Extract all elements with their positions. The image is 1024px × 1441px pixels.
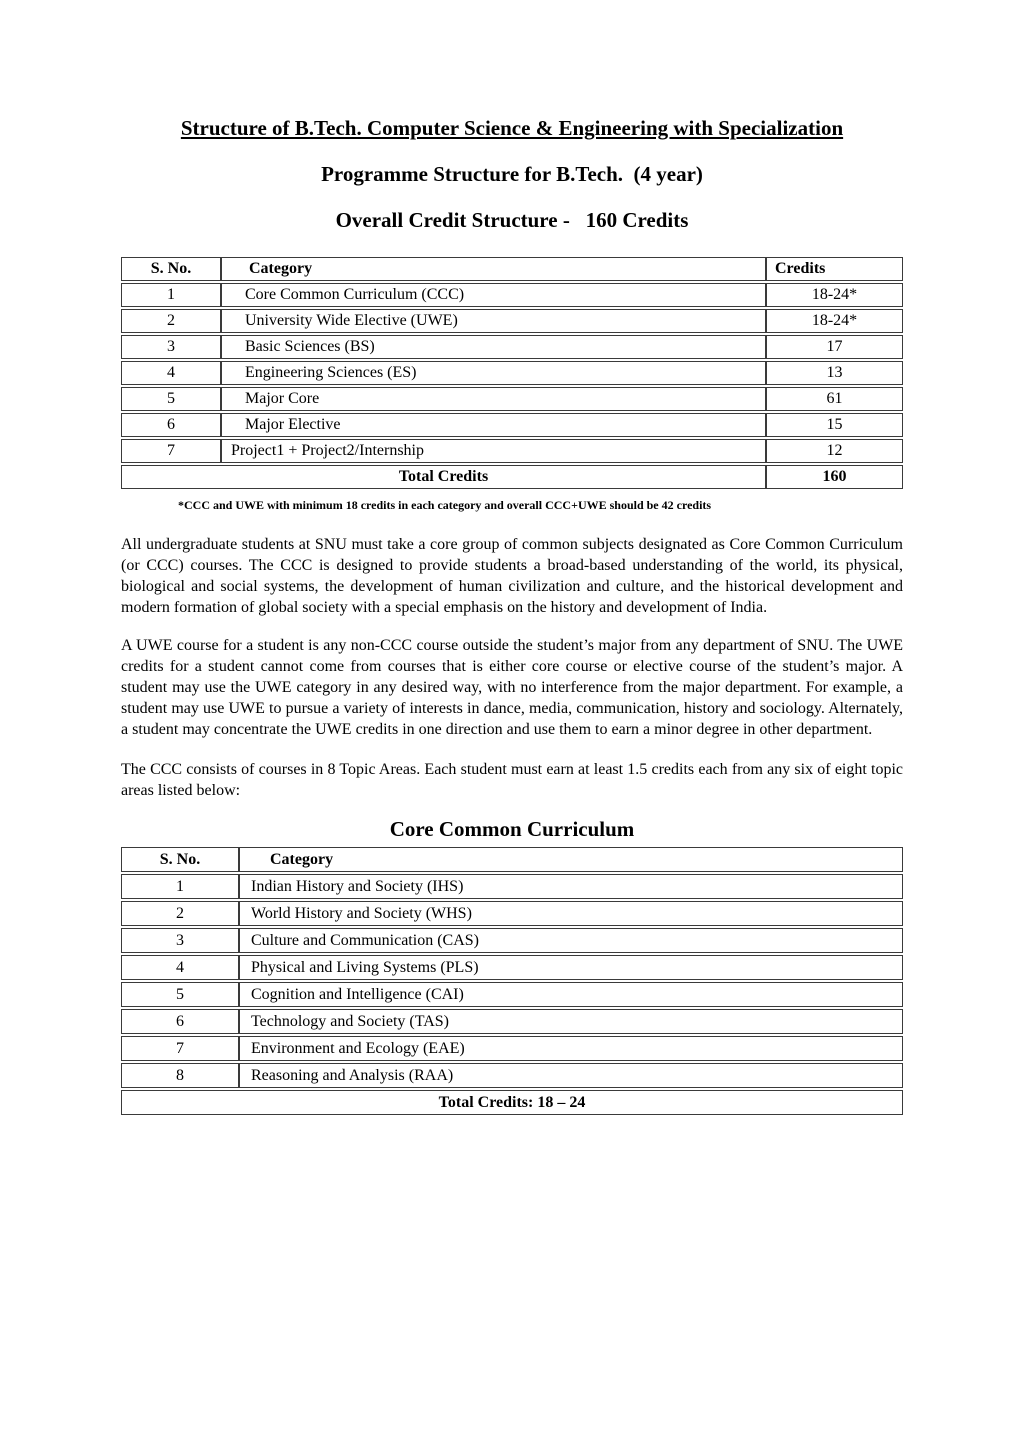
paragraph-ccc-intro: All undergraduate students at SNU must take a core group of common subjects designated as Core Common Curriculum (or CCC) courses. The CCC is designed to provide students a broad-based understanding of the world, its physical, biological and social systems, the development of human civilization and culture, and the historical development and modern formation of global society with a special emphasis on the history and development of India. (121, 536, 903, 616)
table-row (121, 361, 903, 385)
credits-cell: 12 (766, 439, 903, 463)
paragraph-uwe-rules: A UWE course for a student is any non-CCC course outside the student’s major from any department of SNU. The UWE credits for a student cannot come from courses that is either core course or elective course of the student’s major. A student may use the UWE category in any desired way, with no interference from the major department. For example, a student may use UWE to pursue a variety of interests in dance, media, communication, history and sociology. Alternately, a student may concentrate the UWE credits in one direction and use them to earn a minor degree in other department. (121, 637, 903, 738)
sno-cell: 4 (121, 361, 221, 385)
table-header-row (121, 257, 903, 281)
sno-cell: 6 (121, 413, 221, 437)
ccc-section-heading: Core Common Curriculum (389, 817, 635, 841)
header-cell-sno: S. No. (121, 847, 239, 872)
table-row (121, 982, 903, 1007)
table-row (121, 901, 903, 926)
category-cell: University Wide Elective (UWE) (221, 309, 766, 333)
sno-cell: 2 (121, 309, 221, 333)
table-row (121, 413, 903, 437)
total-value-cell: 160 (766, 465, 903, 489)
total-label-cell: Total Credits (121, 465, 766, 489)
header-cell-category: Category (221, 257, 766, 281)
total-row (121, 465, 903, 489)
total-row (121, 1090, 903, 1115)
credits-cell: 15 (766, 413, 903, 437)
sno-cell: 8 (121, 1063, 239, 1088)
document-page (0, 116, 1024, 1441)
sno-cell: 3 (121, 928, 239, 953)
credits-cell: 61 (766, 387, 903, 411)
category-cell: Core Common Curriculum (CCC) (221, 283, 766, 307)
credit-table-footnote: *CCC and UWE with minimum 18 credits in each category and overall CCC+UWE should be 42 credits (178, 498, 712, 512)
sno-cell: 7 (121, 439, 221, 463)
table-row (121, 439, 903, 463)
credits-cell: 13 (766, 361, 903, 385)
table-row (121, 387, 903, 411)
credits-cell: 18-24* (766, 309, 903, 333)
table-row (121, 283, 903, 307)
header-cell-credits: Credits (766, 257, 903, 281)
category-cell: Environment and Ecology (EAE) (239, 1036, 903, 1061)
credit-structure-subtitle: Overall Credit Structure - 160 Credits (335, 208, 689, 232)
overall-credit-table (121, 255, 903, 491)
category-cell: World History and Society (WHS) (239, 901, 903, 926)
total-label-cell: Total Credits: 18 – 24 (121, 1090, 903, 1115)
category-cell: Culture and Communication (CAS) (239, 928, 903, 953)
category-cell: Cognition and Intelligence (CAI) (239, 982, 903, 1007)
category-cell: Basic Sciences (BS) (221, 335, 766, 359)
table-row (121, 335, 903, 359)
table-row (121, 955, 903, 980)
sno-cell: 2 (121, 901, 239, 926)
category-cell: Major Core (221, 387, 766, 411)
category-cell: Project1 + Project2/Internship (221, 439, 766, 463)
table-row (121, 874, 903, 899)
sno-cell: 4 (121, 955, 239, 980)
document-title: Structure of B.Tech. Computer Science & Engineering with Specialization (180, 116, 844, 140)
category-cell: Engineering Sciences (ES) (221, 361, 766, 385)
sno-cell: 7 (121, 1036, 239, 1061)
sno-cell: 5 (121, 982, 239, 1007)
sno-cell: 1 (121, 283, 221, 307)
category-cell: Major Elective (221, 413, 766, 437)
ccc-table (121, 845, 903, 1117)
table-row (121, 928, 903, 953)
table-row (121, 1009, 903, 1034)
programme-subtitle: Programme Structure for B.Tech. (4 year) (321, 162, 703, 186)
sno-cell: 3 (121, 335, 221, 359)
table-row (121, 1036, 903, 1061)
header-cell-category: Category (239, 847, 903, 872)
sno-cell: 1 (121, 874, 239, 899)
credits-cell: 18-24* (766, 283, 903, 307)
sno-cell: 5 (121, 387, 221, 411)
paragraph-topic-areas: The CCC consists of courses in 8 Topic Areas. Each student must earn at least 1.5 credits each from any six of eight topic areas listed below: (121, 761, 903, 799)
category-cell: Technology and Society (TAS) (239, 1009, 903, 1034)
table-row (121, 309, 903, 333)
category-cell: Physical and Living Systems (PLS) (239, 955, 903, 980)
table-header-row (121, 847, 903, 872)
sno-cell: 6 (121, 1009, 239, 1034)
category-cell: Reasoning and Analysis (RAA) (239, 1063, 903, 1088)
table-row (121, 1063, 903, 1088)
credits-cell: 17 (766, 335, 903, 359)
header-cell-sno: S. No. (121, 257, 221, 281)
category-cell: Indian History and Society (IHS) (239, 874, 903, 899)
